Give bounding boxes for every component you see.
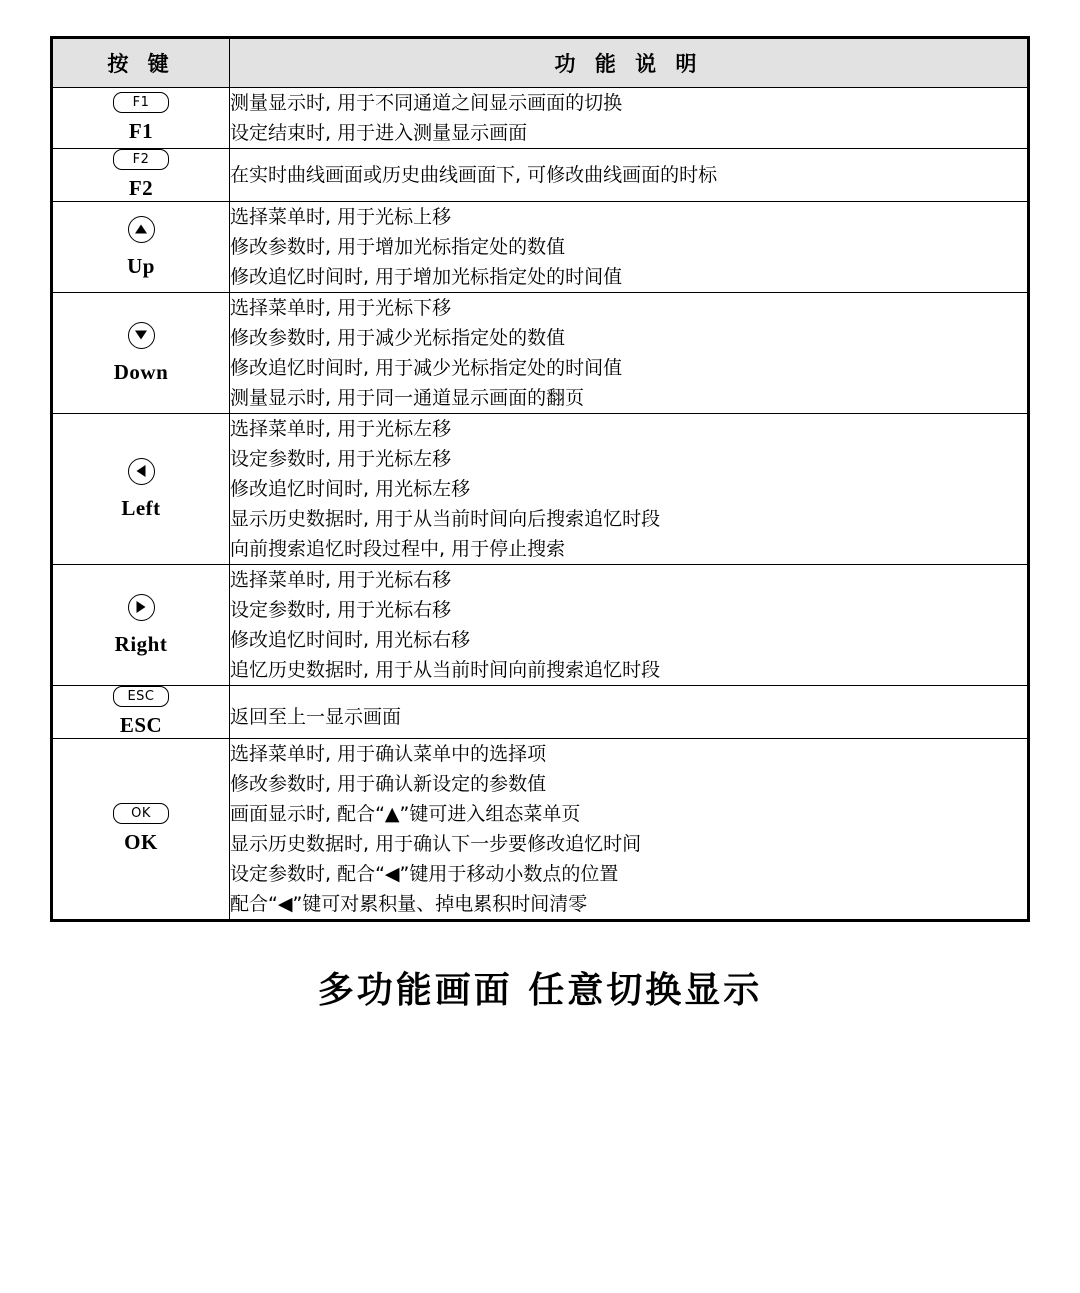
column-header-key: [52, 38, 230, 88]
key-name-left: Left: [121, 495, 161, 520]
triangle-up-icon: [135, 225, 147, 234]
key-name-ok: OK: [124, 830, 158, 854]
description-line: 修改追忆时间时, 用于增加光标指定处的时间值: [230, 266, 623, 288]
key-name-right: Right: [114, 631, 168, 656]
description-line: 设定结束时, 用于进入测量显示画面: [230, 122, 528, 144]
description-line: 设定参数时, 配合“◀”键用于移动小数点的位置: [230, 863, 619, 885]
key-cap-down-arrow-icon: [128, 322, 155, 349]
description-line: 修改追忆时间时, 用光标右移: [230, 629, 471, 651]
table-row: [52, 293, 1029, 414]
key-cell-left: [52, 414, 230, 565]
description-cell-esc: [230, 686, 1029, 739]
description-line: 选择菜单时, 用于确认菜单中的选择项: [230, 743, 547, 765]
table-header-row: [52, 38, 1029, 88]
table-row: [52, 739, 1029, 921]
description-line: 修改追忆时间时, 用于减少光标指定处的时间值: [230, 357, 623, 379]
footer-caption: 多功能画面 任意切换显示: [317, 970, 763, 1011]
key-cap-ok-icon: OK: [113, 803, 169, 824]
key-cap-up-arrow-icon: [128, 216, 155, 243]
key-function-table: [50, 36, 1030, 922]
table-row: [52, 149, 1029, 202]
description-line: 测量显示时, 用于不同通道之间显示画面的切换: [230, 92, 623, 114]
description-line: 在实时曲线画面或历史曲线画面下, 可修改曲线画面的时标: [230, 164, 718, 186]
table-row: [52, 88, 1029, 149]
description-line: 测量显示时, 用于同一通道显示画面的翻页: [230, 387, 585, 409]
key-name-f1: F1: [128, 119, 154, 143]
key-cap-left-arrow-icon: [128, 458, 155, 485]
column-header-description-label: 功 能 说 明: [554, 52, 703, 76]
description-line: 修改参数时, 用于确认新设定的参数值: [230, 773, 547, 795]
description-cell-left: [230, 414, 1029, 565]
description-line: 修改追忆时间时, 用光标左移: [230, 478, 471, 500]
table-row: [52, 686, 1029, 739]
description-line: 向前搜索追忆时段过程中, 用于停止搜索: [230, 538, 566, 560]
key-cap-right-arrow-icon: [128, 594, 155, 621]
key-cell-esc: [52, 686, 230, 739]
description-line: 选择菜单时, 用于光标上移: [230, 206, 452, 228]
description-line: 选择菜单时, 用于光标下移: [230, 297, 452, 319]
key-cap-f2-icon: F2: [113, 149, 169, 170]
key-cap-f1-icon: F1: [113, 92, 169, 113]
key-name-down: Down: [113, 359, 169, 384]
description-line: 显示历史数据时, 用于从当前时间向后搜索追忆时段: [230, 508, 661, 530]
description-cell-f1: [230, 88, 1029, 149]
column-header-description: [230, 38, 1029, 88]
key-cell-f1: [52, 88, 230, 149]
description-cell-right: [230, 565, 1029, 686]
key-cell-right: [52, 565, 230, 686]
description-line: 设定参数时, 用于光标左移: [230, 448, 452, 470]
description-line: 画面显示时, 配合“▲”键可进入组态菜单页: [230, 803, 581, 825]
key-name-esc: ESC: [119, 713, 163, 737]
description-line: 追忆历史数据时, 用于从当前时间向前搜索追忆时段: [230, 659, 661, 681]
key-name-up: Up: [127, 253, 155, 278]
description-line: 选择菜单时, 用于光标左移: [230, 418, 452, 440]
description-cell-f2: [230, 149, 1029, 202]
key-cell-up: [52, 202, 230, 293]
table-row: [52, 565, 1029, 686]
description-line: 返回至上一显示画面: [230, 706, 402, 728]
description-line: 修改参数时, 用于减少光标指定处的数值: [230, 327, 566, 349]
description-cell-up: [230, 202, 1029, 293]
description-line: 选择菜单时, 用于光标右移: [230, 569, 452, 591]
description-cell-down: [230, 293, 1029, 414]
table-row: [52, 414, 1029, 565]
key-cell-down: [52, 293, 230, 414]
description-line: 显示历史数据时, 用于确认下一步要修改追忆时间: [230, 833, 642, 855]
description-line: 设定参数时, 用于光标右移: [230, 599, 452, 621]
description-cell-ok: [230, 739, 1029, 921]
key-cap-esc-icon: ESC: [113, 686, 169, 707]
triangle-right-icon: [137, 601, 146, 613]
description-line: 配合“◀”键可对累积量、掉电累积时间清零: [230, 893, 588, 915]
description-line: 修改参数时, 用于增加光标指定处的数值: [230, 236, 566, 258]
column-header-key-label: 按 键: [107, 52, 175, 76]
table-body: [52, 88, 1029, 921]
triangle-left-icon: [137, 465, 146, 477]
key-name-f2: F2: [128, 176, 154, 200]
table-row: [52, 202, 1029, 293]
table-header: [52, 38, 1029, 88]
triangle-down-icon: [135, 331, 147, 340]
key-cell-ok: [52, 739, 230, 921]
key-cell-f2: [52, 149, 230, 202]
